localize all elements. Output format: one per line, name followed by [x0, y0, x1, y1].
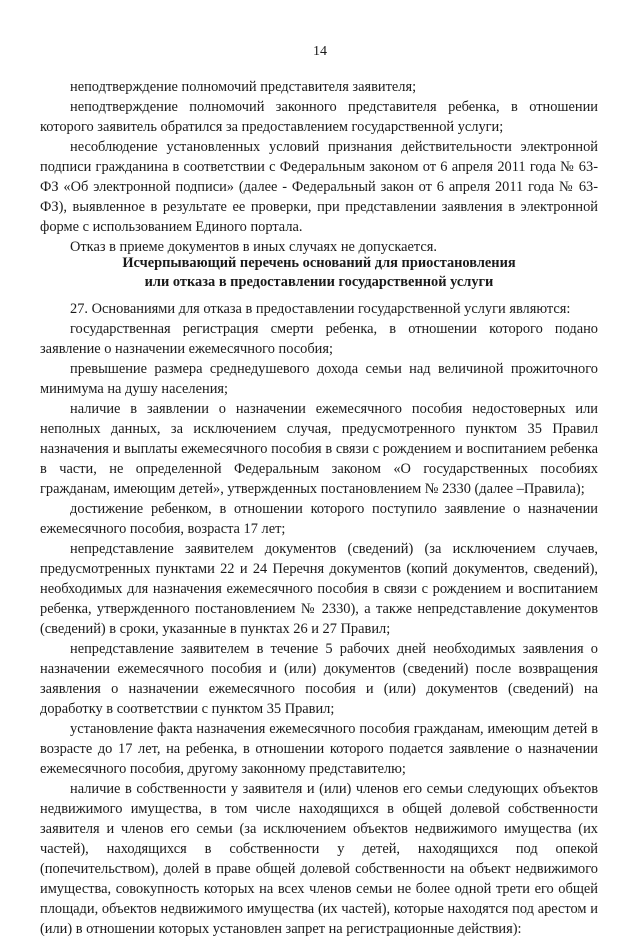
paragraph: Отказ в приеме документов в иных случаях не допускается. — [70, 239, 437, 255]
section-heading — [40, 254, 598, 292]
paragraph: несоблюдение установленных условий признания действительности электронной подписи гражданина в соответствии с Федеральным законом от 6 апреля 2011 года № 63-ФЗ «Об электронной подписи» (далее - Федеральный закон от 6 апреля 2011 года № 63-ФЗ), выявленное в результате ее проверки, при представлении заявления в электронной форме с использованием Единого портала. — [40, 139, 598, 235]
intro-text-block — [40, 77, 598, 257]
section-heading-line: Исчерпывающий перечень оснований для приостановления — [122, 255, 516, 271]
paragraph: установление факта назначения ежемесячного пособия гражданам, имеющим детей в возрасте до 17 лет, на ребенка, в отношении которого подается заявление о назначении ежемесячного пособия, другому законному представителю; — [40, 721, 598, 777]
page-number: 14 — [313, 44, 327, 59]
main-text-block — [40, 299, 598, 939]
paragraph: наличие в заявлении о назначении ежемесячного пособия недостоверных или неполных данных, за исключением случая, предусмотренного пунктом 35 Правил назначения и выплаты ежемесячного пособия в связи с рождением и воспитанием ребенка в части, не определенной Федеральным законом «О государственных пособиях гражданам, имеющим детей», утвержденных постановлением № 2330 (далее –Правила); — [40, 401, 598, 497]
paragraph: 27. Основаниями для отказа в предоставлении государственной услуги являются: — [70, 301, 571, 317]
paragraph: превышение размера среднедушевого дохода семьи над величиной прожиточного минимума на душу населения; — [40, 361, 598, 397]
paragraph: наличие в собственности у заявителя и (или) членов его семьи следующих объектов недвижимого имущества, в том числе находящихся в общей долевой собственности заявителя и членов его семьи (за исключением объектов недвижимого имущества (их частей), находящихся в собственности у детей, находящихся под опекой (попечительством), долей в праве общей долевой собственности на объект недвижимого имущества, совокупность которых на всех членов семьи не более одной трети его общей площади, объектов недвижимого имущества (их частей), которые находятся под арестом и (или) в отношении которых установлен запрет на регистрационные действия): — [40, 781, 598, 937]
paragraph: достижение ребенком, в отношении которого поступило заявление о назначении ежемесячного пособия, возраста 17 лет; — [40, 501, 598, 537]
paragraph: непредставление заявителем в течение 5 рабочих дней необходимых заявления о назначении ежемесячного пособия и (или) документов (сведений) после возвращения заявления о назначении ежемесячного пособия и (или) документов (сведений) на доработку в соответствии с пунктом 35 Правил; — [40, 641, 598, 717]
paragraph: неподтверждение полномочий представителя заявителя; — [70, 79, 417, 95]
paragraph: государственная регистрация смерти ребенка, в отношении которого подано заявление о назначении ежемесячного пособия; — [40, 321, 598, 357]
paragraph: непредставление заявителем документов (сведений) (за исключением случаев, предусмотренных пунктами 22 и 24 Перечня документов (копий документов, сведений), необходимых для назначения ежемесячного пособия в связи с рождением и воспитанием ребенка, утвержденного постановлением № 2330), а также непредставление документов (сведений) в сроки, указанные в пунктах 26 и 27 Правил; — [40, 541, 598, 637]
paragraph: неподтверждение полномочий законного представителя ребенка, в отношении которого заявитель обратился за предоставлением государственной услуги; — [40, 99, 598, 135]
section-heading-line: или отказа в предоставлении государственной услуги — [144, 274, 494, 290]
